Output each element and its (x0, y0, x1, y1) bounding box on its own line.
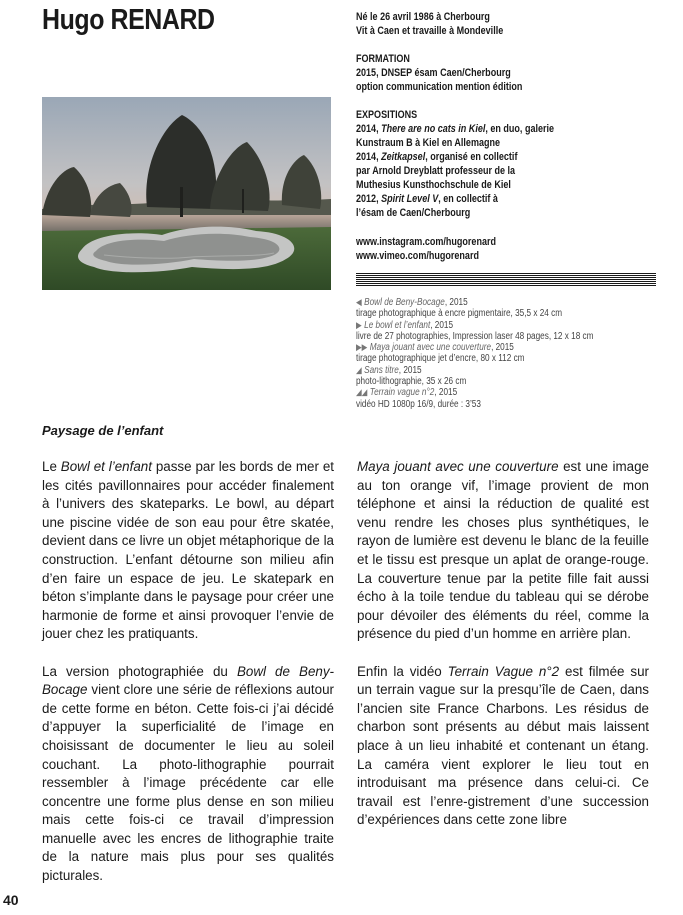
caption-title-line (356, 320, 593, 331)
artwork-captions (356, 297, 593, 410)
residence-line: Vit à Caen et travaille à Mondeville (356, 25, 504, 37)
paragraph-text: Le (42, 459, 61, 474)
artwork-title: Bowl de Beny-Bocage (42, 663, 335, 698)
instagram-link[interactable]: www.instagram.com/hugorenard (356, 236, 497, 248)
caption-title-line (356, 365, 593, 376)
double-corner-triangle-icon: ◢◢ (356, 387, 368, 398)
caption-title: Le bowl et l’enfant (364, 319, 431, 331)
artwork-title: Bowl et l’enfant (60, 459, 152, 474)
text-column-right (357, 458, 649, 848)
paragraph-text: Enfin la vidéo (357, 663, 448, 679)
exposition-detail-line: Kunstraum B à Kiel en Allemagne (356, 137, 501, 149)
exposition-title: Zeitkapsel (381, 151, 426, 163)
exposition-year: 2014, (356, 151, 382, 163)
caption-title-line (356, 387, 593, 398)
birth-line: Né le 26 avril 1986 à Cherbourg (356, 11, 490, 23)
links-block (356, 235, 610, 263)
artwork-title: Terrain Vague n°2 (447, 663, 560, 679)
exposition-detail: , organisé en collectif (425, 151, 518, 163)
caption-title-line (356, 297, 593, 308)
formation-line: option communication mention édition (356, 81, 523, 93)
exposition-detail-line: l’ésam de Caen/Cherbourg (356, 207, 471, 219)
exposition-entry (356, 150, 610, 164)
triangle-right-icon: ▶ (356, 319, 362, 330)
caption-year: , 2015 (491, 342, 514, 354)
caption-title: Bowl de Beny-Bocage (364, 297, 445, 308)
triangle-left-icon: ◀ (356, 297, 362, 307)
caption-year: , 2015 (434, 387, 458, 399)
expositions-block (356, 108, 610, 220)
caption-year: , 2015 (398, 364, 422, 376)
paragraph-text: est une image au ton orange vif, l’image provient de mon téléphone et ainsi la réduction de qualité est venu rendre les choses plus synthétiques, le rayon de lumière est devenu le blanc de la feuille et le tissu est presque un aplat de orange-rouge. La couverture tenue par la petite fille fait aussi écho à la toile tendue du tableau qui se dérobe pour dévoiler des éléments du réel, comme la présence du pied d’un homme en arrière plan. (357, 459, 649, 642)
paragraph (357, 663, 649, 830)
paragraph (42, 458, 334, 644)
paragraph-text: vient clore une série de réflexions autour de cette forme en béton. Cette fois-ci j’ai décidé d’appuyer la superficialité de l’image en choisissant de documenter le lieu au soleil couchant. La photo-lithographie pourrait ressembler à l’image précédente car elle concentre une forme plus dense en son milieu mais cette fois-ci ce travail d’impression manuelle avec les encres de lithographie traite de la nature mais plus pour ses qualités picturales. (42, 682, 334, 884)
caption-detail: vidéo HD 1080p 16/9, durée : 3’53 (356, 398, 481, 410)
vimeo-link[interactable]: www.vimeo.com/hugorenard (356, 250, 479, 262)
caption-title: Terrain vague n°2 (369, 387, 435, 399)
exposition-entry (356, 192, 610, 206)
exposition-detail-line: par Arnold Dreyblatt professeur de la (356, 165, 516, 177)
caption-year: , 2015 (444, 297, 468, 308)
corner-triangle-icon: ◢ (356, 364, 362, 375)
paragraph (357, 458, 649, 644)
paragraph-text: La version photographiée du (42, 663, 237, 679)
exposition-detail: , en collectif à (438, 193, 498, 205)
caption-detail: photo-lithographie, 35 x 26 cm (356, 376, 467, 388)
artwork-title: Maya jouant avec une couverture (357, 459, 559, 474)
exposition-title: There are no cats in Kiel (381, 123, 486, 135)
formation-line: 2015, DNSEP ésam Caen/Cherbourg (356, 67, 511, 79)
skatepark-bowl-photo (42, 97, 331, 290)
exposition-detail-line: Muthesius Kunsthochschule de Kiel (356, 179, 511, 191)
bio-block (356, 10, 610, 38)
caption-detail: tirage photographique jet d’encre, 80 x 112 cm (356, 353, 525, 365)
photo-illustration (42, 97, 331, 290)
exposition-detail: , en duo, galerie (485, 123, 555, 135)
formation-block (356, 52, 610, 94)
exposition-year: 2014, (356, 123, 382, 135)
decorative-rule (356, 273, 656, 286)
double-triangle-right-icon: ▶▶ (356, 342, 368, 353)
section-title: Paysage de l’enfant (42, 423, 164, 438)
caption-title-line (356, 342, 593, 353)
text-column-left (42, 458, 334, 904)
exposition-title: Spirit Level V (381, 193, 439, 205)
expositions-heading: EXPOSITIONS (356, 109, 418, 121)
paragraph-text: est filmée sur un terrain vague sur la presqu’île de Caen, dans l’ancien site France Charbons. Les résidus de charbon sont présents au début mais laissent place à un lieu inhabité et contenant un étang. La caméra vient explorer le lieu tout en introduisant ma présence dans celui-ci. Ce travail est l’enre-gistrement d’une succession d’expériences dans cette zone libre (357, 663, 649, 828)
caption-year: , 2015 (430, 319, 454, 331)
caption-detail: tirage photographique à encre pigmentaire, 35,5 x 24 cm (356, 308, 563, 320)
caption-title: Maya jouant avec une couverture (369, 342, 492, 354)
exposition-entry (356, 122, 610, 136)
exposition-year: 2012, (356, 193, 382, 205)
caption-title: Sans titre (364, 364, 399, 376)
page-number: 40 (3, 892, 19, 908)
formation-heading: FORMATION (356, 53, 410, 65)
paragraph-text: passe par les bords de mer et les cités pavillonnaires pour accéder finalement à l’univers des skateparks. Le bowl, au départ une piscine vidée de son eau pour être skatée, devient dans ce livre un objet métaphorique de la construction. L’enfant détourne son milieu afin d’en faire un espace de jeu. Le skatepark en béton s’implante dans le paysage pour créer une harmonie de forme et ainsi provoquer l’envie de jouer chez les pratiquants. (42, 459, 334, 642)
paragraph (42, 663, 334, 886)
caption-detail: livre de 27 photographies, Impression laser 48 pages, 12 x 18 cm (356, 330, 594, 342)
artist-name: Hugo RENARD (42, 4, 215, 36)
